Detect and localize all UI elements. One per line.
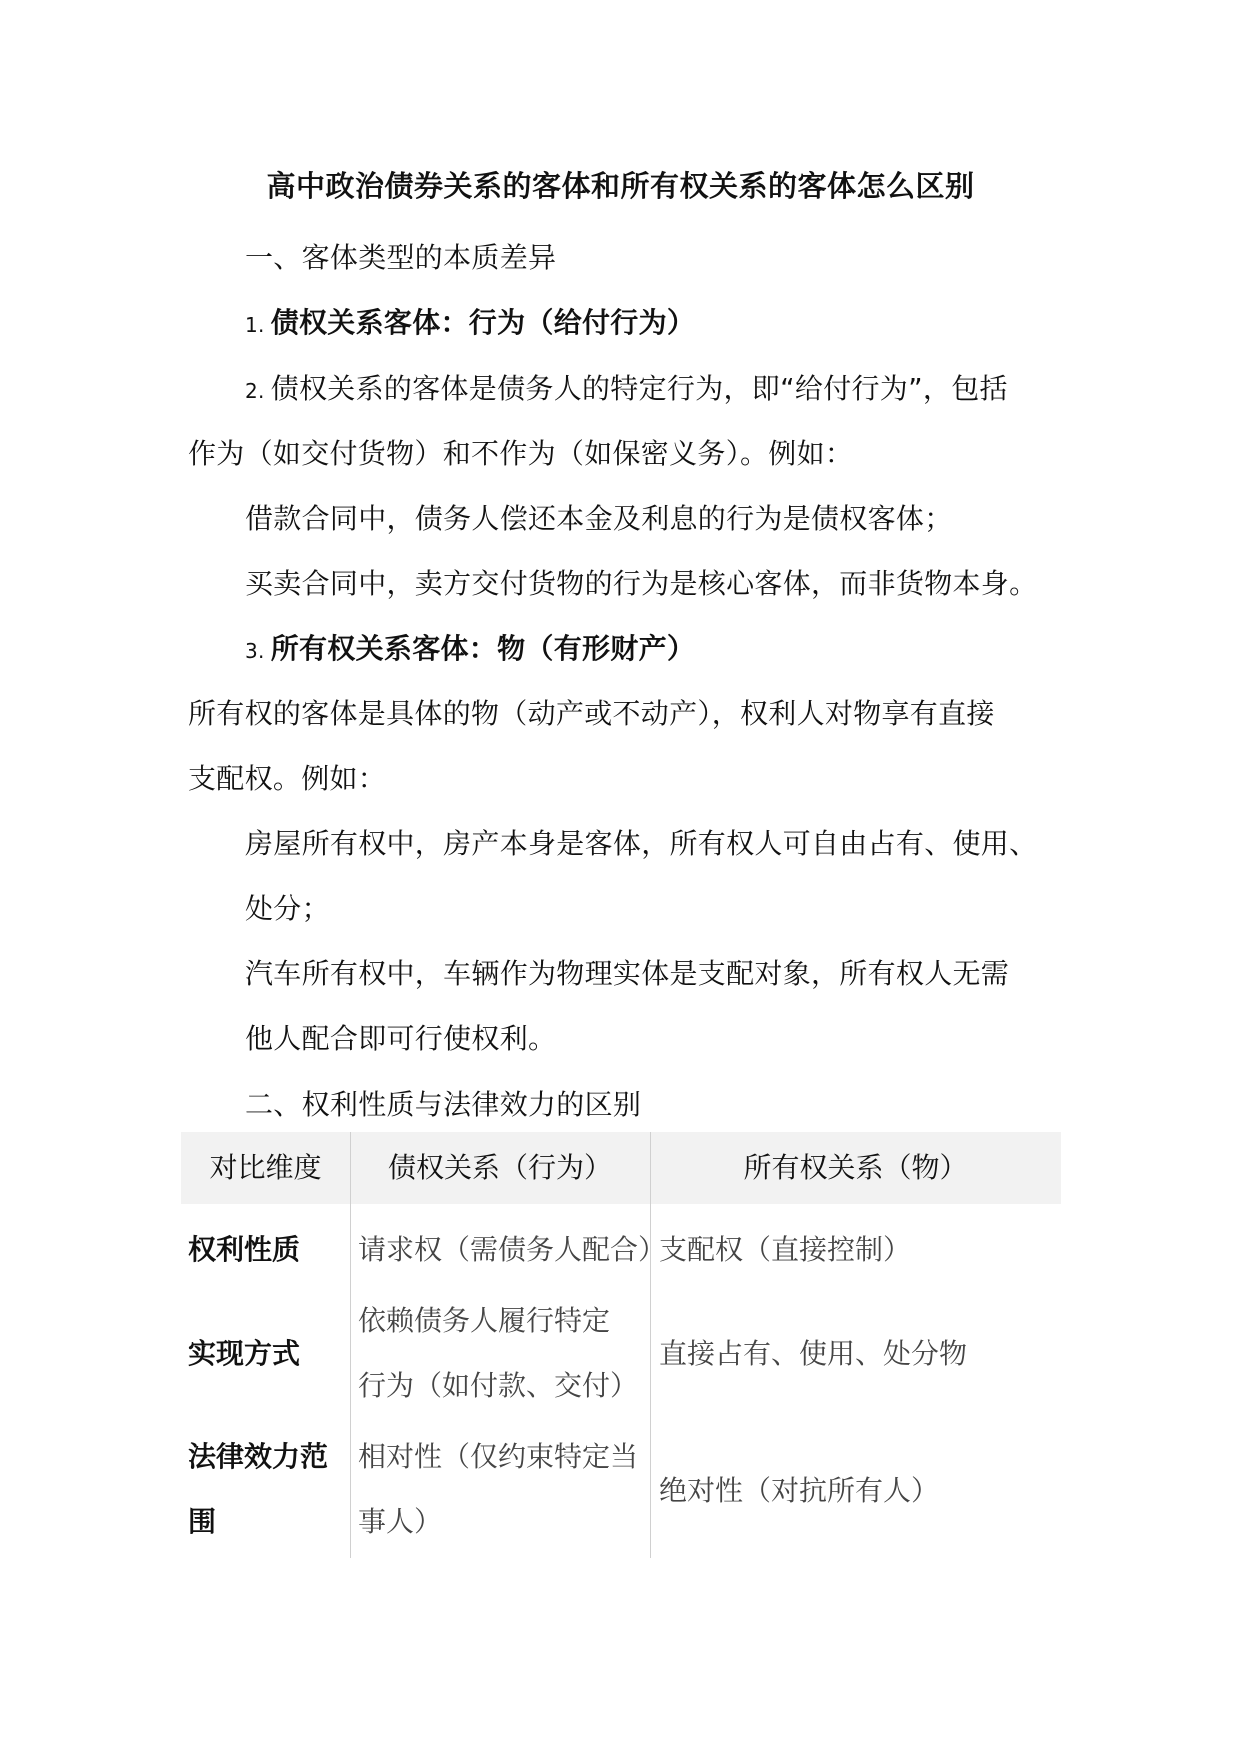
ownership-para-line2: 支配权。例如：: [188, 762, 387, 795]
document-title: 高中政治债券关系的客体和所有权关系的客体怎么区别: [266, 169, 975, 203]
row2-debt-line2: 行为（如付款、交付）: [358, 1369, 639, 1402]
example-car-line2: 他人配合即可行使权利。: [245, 1022, 557, 1055]
header-dimension: 对比维度: [209, 1151, 322, 1184]
row3-ownership: 绝对性（对抗所有人）: [659, 1474, 940, 1507]
row2-ownership: 直接占有、使用、处分物: [659, 1337, 968, 1370]
row1-dimension: 权利性质: [188, 1233, 301, 1266]
item2-number: 2.: [245, 379, 265, 403]
item2-line2: 作为（如交付货物）和不作为（如保密义务）。例如：: [188, 437, 854, 470]
row3-debt-line1: 相对性（仅约束特定当: [358, 1440, 639, 1473]
example-loan: 借款合同中，债务人偿还本金及利息的行为是债权客体；: [245, 502, 953, 535]
item1-text: 债权关系客体：行为（给付行为）: [270, 306, 696, 339]
example-car-line1: 汽车所有权中，车辆作为物理实体是支配对象，所有权人无需: [245, 957, 1010, 990]
item3-number: 3.: [245, 639, 265, 663]
item3: [245, 629, 695, 671]
row3-debt-line2: 事人）: [358, 1505, 443, 1538]
item2-line1: [245, 369, 1008, 411]
row2-debt-line1: 依赖债务人履行特定: [358, 1304, 611, 1337]
row1-ownership: 支配权（直接控制）: [659, 1233, 912, 1266]
ownership-para-line1: 所有权的客体是具体的物（动产或不动产），权利人对物享有直接: [188, 697, 995, 730]
item2-text: 债权关系的客体是债务人的特定行为，即“给付行为”，包括: [270, 372, 1008, 405]
example-sale: 买卖合同中，卖方交付货物的行为是核心客体，而非货物本身。: [245, 567, 1038, 600]
row3-dimension-line1: 法律效力范: [188, 1440, 329, 1473]
section1-heading: 一、客体类型的本质差异: [245, 241, 557, 274]
example-house-line1: 房屋所有权中，房产本身是客体，所有权人可自由占有、使用、: [245, 827, 1038, 860]
example-house-line2: 处分；: [245, 892, 330, 925]
comparison-table: [181, 1132, 1061, 1558]
row1-debt: 请求权（需债务人配合）: [358, 1233, 667, 1266]
item3-text: 所有权关系客体：物（有形财产）: [270, 632, 696, 665]
section2-heading: 二、权利性质与法律效力的区别: [245, 1088, 642, 1121]
row2-dimension: 实现方式: [188, 1337, 301, 1370]
header-ownership: 所有权关系（物）: [743, 1151, 968, 1184]
item1: [245, 303, 695, 345]
row3-dimension-line2: 围: [188, 1505, 217, 1538]
header-debt: 债权关系（行为）: [387, 1151, 612, 1184]
item1-number: 1.: [245, 313, 265, 337]
